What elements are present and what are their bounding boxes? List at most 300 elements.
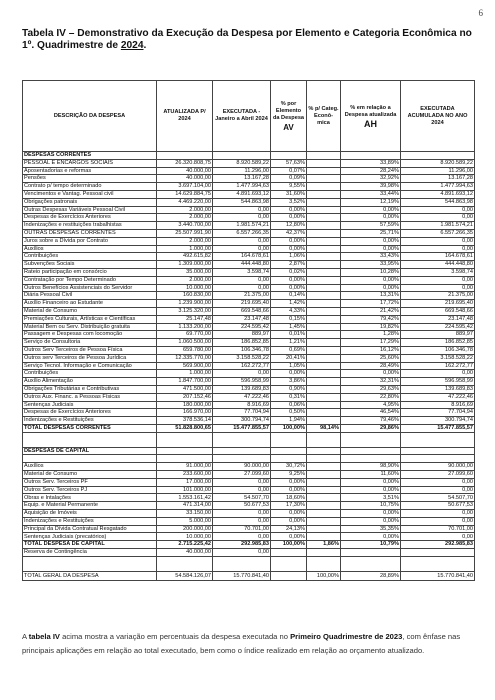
cell-pct-cat [307,214,341,222]
cell-desc: Material Bem ou Serv. Distribuição gratuita [23,323,157,331]
table-row [23,533,475,541]
table-row [23,300,475,308]
cell-atualizada: 471.500,00 [157,385,213,393]
cell-executada: 889,97 [213,331,271,339]
table-row [23,478,475,486]
page-number: 6 [478,8,483,18]
cell-desc: Subvenções Sociais [23,261,157,269]
cell-atualizada: 200.000,00 [157,525,213,533]
cell-atualizada: 12.335.770,00 [157,354,213,362]
cell-pct-elem: 31,60% [271,190,307,198]
table-row [23,315,475,323]
cell-pct-atual: 0,00% [341,533,401,541]
cell-desc: Outros serv Terceiros de Pessoa Jurídica [23,354,157,362]
cell-desc: Outros Serv. Terceiros PJ [23,486,157,494]
cell-pct-elem [271,447,307,455]
footer-text-2: acima mostra a variação em percentuais da despesa executada no [60,632,291,641]
table-row [23,214,475,222]
cell-pct-atual: 0,00% [341,206,401,214]
cell-desc: Serviço de Consultoria [23,339,157,347]
cell-atualizada: 17.000,00 [157,478,213,486]
table-row [23,339,475,347]
cell-atualizada: 233.600,00 [157,471,213,479]
cell-atualizada: 180.000,00 [157,401,213,409]
cell-pct-cat [307,549,341,557]
cell-pct-cat [307,323,341,331]
cell-pct-elem [271,571,307,581]
table-row [23,393,475,401]
cell-pct-atual: 79,42% [341,315,401,323]
cell-pct-atual: 98,90% [341,463,401,471]
cell-pct-cat [307,455,341,463]
table-row [23,401,475,409]
cell-desc: Contratação por Tempo Determinado [23,276,157,284]
cell-pct-elem: 1,21% [271,339,307,347]
cell-desc: Outros Aux. Financ. a Pessoas Físicas [23,393,157,401]
cell-executada: 0,00 [213,549,271,557]
cell-desc: TOTAL GERAL DA DESPESA [23,571,157,581]
cell-desc: Indenizações e Restituições [23,517,157,525]
cell-atualizada: 2.000,00 [157,206,213,214]
cell-pct-cat [307,417,341,425]
cell-pct-atual: 17,72% [341,300,401,308]
cell-executada: 0,00 [213,206,271,214]
table-row [23,494,475,502]
title-year: 2024 [120,40,144,51]
cell-acumulada: 106.346,78 [401,346,475,354]
cell-executada: 13.167,28 [213,175,271,183]
header-description: DESCRIÇÃO DA DESPESA [23,81,157,152]
cell-executada: 224.595,42 [213,323,271,331]
cell-pct-cat [307,533,341,541]
cell-pct-cat [307,378,341,386]
cell-executada: 669.548,66 [213,307,271,315]
cell-pct-atual: 29,63% [341,385,401,393]
cell-acumulada [401,455,475,463]
cell-desc: Outros Serv. Terceiros PF [23,478,157,486]
cell-executada: 70.701,00 [213,525,271,533]
cell-acumulada: 224.595,42 [401,323,475,331]
cell-atualizada: 3.440.700,00 [157,222,213,230]
table-row [23,486,475,494]
cell-acumulada: 90.000,00 [401,463,475,471]
cell-pct-elem: 0,00% [271,214,307,222]
cell-pct-cat [307,167,341,175]
cell-atualizada: 378.536,14 [157,417,213,425]
cell-desc: Principal da Dívida Contratual Resgatado [23,525,157,533]
cell-atualizada: 25.147,48 [157,315,213,323]
cell-pct-atual: 21,42% [341,307,401,315]
cell-executada: 11.296,00 [213,167,271,175]
cell-pct-atual: 33,44% [341,190,401,198]
cell-desc: Reserva de Contingência [23,549,157,557]
cell-pct-atual: 25,71% [341,229,401,237]
cell-pct-cat [307,152,341,160]
cell-atualizada: 4.469.220,00 [157,198,213,206]
cell-desc: Aposentadorias e reformas [23,167,157,175]
cell-pct-atual [341,152,401,160]
cell-acumulada: 0,00 [401,486,475,494]
table-row [23,517,475,525]
cell-atualizada: 3.697.104,00 [157,183,213,191]
cell-executada: 164.678,61 [213,253,271,261]
cell-pct-cat [307,276,341,284]
cell-executada: 15.770.841,40 [213,571,271,581]
header-ah: AH [364,118,377,129]
cell-desc: TOTAL DESPESAS CORRENTES [23,424,157,432]
cell-acumulada [401,432,475,447]
cell-acumulada: 15.770.841,40 [401,571,475,581]
cell-pct-atual: 0,00% [341,370,401,378]
cell-atualizada: 471.314,00 [157,502,213,510]
cell-pct-atual: 17,29% [341,339,401,347]
table-row [23,159,475,167]
cell-desc: Obrigações Tributárias e Contributivas [23,385,157,393]
table-row [23,323,475,331]
cell-pct-elem: 9,55% [271,183,307,191]
cell-pct-cat [307,517,341,525]
cell-executada: 0,00 [213,245,271,253]
cell-pct-elem: 0,15% [271,315,307,323]
cell-executada: 0,00 [213,478,271,486]
cell-pct-elem: 0,00% [271,206,307,214]
cell-pct-cat: 100,00% [307,571,341,581]
cell-desc: Despesas de Exercícios Anteriores [23,214,157,222]
table-row [23,307,475,315]
cell-atualizada: 2.000,00 [157,237,213,245]
cell-pct-atual: 28,24% [341,167,401,175]
cell-desc: Contribuições [23,253,157,261]
cell-pct-cat [307,206,341,214]
cell-pct-elem: 0,00% [271,486,307,494]
cell-desc: Outras Despesas Variáveis Pessoal Civil [23,206,157,214]
cell-pct-atual: 0,00% [341,478,401,486]
cell-pct-cat [307,190,341,198]
cell-pct-elem: 0,00% [271,237,307,245]
cell-acumulada: 8.920.589,22 [401,159,475,167]
cell-desc: Sentenças Judiciais [23,401,157,409]
cell-executada: 0,00 [213,486,271,494]
cell-acumulada [401,549,475,557]
cell-atualizada: 3.125.320,00 [157,307,213,315]
cell-atualizada: 166.970,00 [157,409,213,417]
header-atualizada: ATUALIZADA P/ 2024 [157,81,213,152]
cell-pct-elem: 0,01% [271,331,307,339]
cell-pct-elem: 100,00% [271,424,307,432]
cell-pct-cat [307,159,341,167]
cell-pct-cat [307,502,341,510]
cell-pct-elem: 0,00% [271,510,307,518]
cell-pct-atual: 10,75% [341,502,401,510]
table-row [23,284,475,292]
cell-acumulada [401,556,475,571]
cell-pct-cat [307,510,341,518]
table-title [22,28,478,52]
cell-desc: DESPESAS DE CAPITAL [23,447,157,455]
cell-atualizada: 492.615,82 [157,253,213,261]
cell-executada: 0,00 [213,276,271,284]
table-row [23,198,475,206]
total-row [23,571,475,581]
cell-pct-elem: 24,13% [271,525,307,533]
cell-atualizada [157,447,213,455]
cell-atualizada: 1.553.161,42 [157,494,213,502]
cell-pct-atual: 0,00% [341,510,401,518]
cell-acumulada: 0,00 [401,478,475,486]
cell-pct-elem: 0,07% [271,167,307,175]
cell-pct-elem: 30,72% [271,463,307,471]
cell-pct-elem: 42,37% [271,229,307,237]
cell-pct-cat [307,362,341,370]
cell-pct-atual: 10,28% [341,268,401,276]
cell-pct-elem: 0,00% [271,370,307,378]
table-row [23,346,475,354]
table-row [23,268,475,276]
cell-executada: 0,00 [213,533,271,541]
cell-pct-elem [271,432,307,447]
cell-pct-elem [271,152,307,160]
cell-pct-atual: 12,19% [341,198,401,206]
cell-executada: 54.507,70 [213,494,271,502]
cell-pct-elem: 0,00% [271,276,307,284]
cell-atualizada: 659.780,00 [157,346,213,354]
table-header-row [23,81,475,152]
cell-pct-elem: 1,94% [271,417,307,425]
cell-pct-cat: 1,86% [307,541,341,549]
cell-pct-elem: 0,00% [271,284,307,292]
cell-atualizada: 1.309.000,00 [157,261,213,269]
cell-executada [213,447,271,455]
section-header-row [23,152,475,160]
cell-executada: 139.689,83 [213,385,271,393]
cell-desc: Auxílio Alimentação [23,378,157,386]
cell-pct-atual [341,549,401,557]
cell-pct-elem: 1,42% [271,300,307,308]
header-pct-categoria: % p/ Categ. Econô-mica [307,81,341,152]
footer-text-1: A [22,632,29,641]
cell-desc: Outros Serv Terceiros de Pessoa Física [23,346,157,354]
cell-atualizada: 69.770,00 [157,331,213,339]
cell-pct-elem [271,556,307,571]
cell-atualizada: 40.000,00 [157,167,213,175]
cell-pct-cat [307,463,341,471]
cell-pct-cat [307,354,341,362]
cell-acumulada: 0,00 [401,237,475,245]
cell-pct-atual: 39,98% [341,183,401,191]
table-row [23,167,475,175]
cell-pct-elem: 100,00% [271,541,307,549]
cell-pct-elem: 3,52% [271,198,307,206]
cell-pct-atual: 3,51% [341,494,401,502]
cell-atualizada: 569.900,00 [157,362,213,370]
cell-executada: 21.375,00 [213,292,271,300]
table-row [23,276,475,284]
cell-atualizada: 51.828.800,65 [157,424,213,432]
cell-desc [23,455,157,463]
cell-desc: Auxílios [23,463,157,471]
cell-pct-atual: 79,46% [341,417,401,425]
table-row [23,222,475,230]
table-row [23,370,475,378]
cell-pct-cat [307,284,341,292]
cell-atualizada: 1.060.500,00 [157,339,213,347]
cell-executada: 3.598,74 [213,268,271,276]
table-row [23,253,475,261]
cell-pct-cat [307,307,341,315]
cell-pct-elem: 0,06% [271,401,307,409]
cell-pct-elem [271,455,307,463]
table-row [23,261,475,269]
cell-pct-cat [307,237,341,245]
cell-desc [23,556,157,571]
cell-pct-atual: 32,92% [341,175,401,183]
table-row [23,292,475,300]
cell-pct-elem: 0,02% [271,268,307,276]
cell-desc: Material de Consumo [23,307,157,315]
table-row [23,362,475,370]
cell-executada: 0,00 [213,214,271,222]
cell-executada: 0,00 [213,237,271,245]
cell-atualizada: 2.715.225,42 [157,541,213,549]
spacer-row [23,432,475,447]
cell-pct-elem: 2,87% [271,261,307,269]
cell-acumulada: 70.701,00 [401,525,475,533]
cell-atualizada: 2.000,00 [157,214,213,222]
header-pct-elemento [271,81,307,152]
cell-atualizada: 25.507.991,90 [157,229,213,237]
cell-pct-elem: 0,00% [271,533,307,541]
cell-atualizada: 160.830,00 [157,292,213,300]
title-suffix: . [143,40,147,51]
cell-executada: 77.704,94 [213,409,271,417]
cell-acumulada: 21.375,00 [401,292,475,300]
cell-pct-cat [307,331,341,339]
cell-atualizada: 14.629.884,75 [157,190,213,198]
cell-pct-elem: 9,25% [271,471,307,479]
cell-desc: Premiações Culturais, Artísticas e Científicas [23,315,157,323]
cell-atualizada: 10.000,00 [157,533,213,541]
cell-executada: 444.448,80 [213,261,271,269]
cell-acumulada: 0,00 [401,517,475,525]
cell-executada: 0,00 [213,517,271,525]
cell-pct-cat [307,525,341,533]
spacer-row [23,556,475,571]
cell-executada: 300.794,74 [213,417,271,425]
cell-pct-elem: 20,41% [271,354,307,362]
cell-acumulada: 669.548,66 [401,307,475,315]
cell-desc: Juros sobre a Dívida por Contrato [23,237,157,245]
cell-pct-elem: 57,63% [271,159,307,167]
cell-executada: 0,00 [213,284,271,292]
cell-executada: 3.158.528,22 [213,354,271,362]
cell-acumulada: 219.695,40 [401,300,475,308]
cell-desc: Diária Pessoal Civil [23,292,157,300]
cell-desc: DESPESAS CORRENTES [23,152,157,160]
cell-atualizada: 35.000,00 [157,268,213,276]
cell-acumulada: 544.863,98 [401,198,475,206]
table-row [23,378,475,386]
cell-pct-atual: 0,00% [341,214,401,222]
cell-executada: 1.981.574,21 [213,222,271,230]
cell-executada: 186.852,85 [213,339,271,347]
cell-pct-atual: 28,89% [341,571,401,581]
header-executada: EXECUTADA - Janeiro a Abril 2024 [213,81,271,152]
cell-acumulada: 27.099,60 [401,471,475,479]
title-prefix: Tabela IV – Demonstrativo da Execução da Despesa por Elemento e Categoria Econômica no 1º. Quadrimestre de [22,28,472,51]
cell-desc: Serviço Tecnol. Informação e Comunicação [23,362,157,370]
cell-executada: 15.477.855,57 [213,424,271,432]
cell-pct-elem [271,549,307,557]
cell-desc: Sentenças Judiciais (precatórios) [23,533,157,541]
header-av: AV [283,123,294,132]
cell-executada: 292.985,83 [213,541,271,549]
cell-desc: TOTAL DESPESA DE CAPITAL [23,541,157,549]
cell-acumulada: 162.272,77 [401,362,475,370]
cell-pct-cat [307,447,341,455]
cell-acumulada: 4.891.693,12 [401,190,475,198]
cell-pct-cat [307,385,341,393]
cell-executada: 90.000,00 [213,463,271,471]
cell-atualizada: 40.000,00 [157,175,213,183]
cell-pct-elem: 0,50% [271,409,307,417]
cell-acumulada: 186.852,85 [401,339,475,347]
cell-pct-cat [307,300,341,308]
cell-pct-cat [307,253,341,261]
table-row [23,409,475,417]
cell-acumulada: 596.958,99 [401,378,475,386]
expense-table [22,80,475,581]
table-row [23,183,475,191]
table-body [23,152,475,581]
cell-pct-atual: 22,80% [341,393,401,401]
cell-atualizada: 1.847.700,00 [157,378,213,386]
cell-pct-cat: 98,14% [307,424,341,432]
cell-pct-elem: 0,14% [271,292,307,300]
cell-desc: Outros Benefícios Assistenciais do Servidor [23,284,157,292]
table-row [23,331,475,339]
spacer-row [23,455,475,463]
cell-pct-cat [307,261,341,269]
cell-pct-atual: 29,86% [341,424,401,432]
cell-atualizada [157,556,213,571]
header-pct-atualizada [341,81,401,152]
cell-atualizada: 91.000,00 [157,463,213,471]
cell-acumulada: 8.916,69 [401,401,475,409]
cell-acumulada: 444.448,80 [401,261,475,269]
table-row [23,502,475,510]
cell-pct-cat [307,393,341,401]
cell-desc: Passagem e Despesas com locomoção [23,331,157,339]
cell-atualizada: 2.000,00 [157,276,213,284]
cell-acumulada: 0,00 [401,284,475,292]
cell-acumulada: 77.704,94 [401,409,475,417]
table-row [23,175,475,183]
cell-pct-atual: 4,95% [341,401,401,409]
cell-desc [23,432,157,447]
cell-atualizada [157,455,213,463]
cell-acumulada: 164.678,61 [401,253,475,261]
cell-pct-atual: 35,35% [341,525,401,533]
table-row [23,385,475,393]
cell-acumulada: 1.981.574,21 [401,222,475,230]
cell-desc: Auxílios [23,245,157,253]
cell-atualizada: 10.000,00 [157,284,213,292]
cell-pct-elem: 1,05% [271,362,307,370]
cell-pct-elem: 4,33% [271,307,307,315]
cell-pct-atual: 11,60% [341,471,401,479]
cell-atualizada [157,432,213,447]
cell-atualizada: 26.320.808,75 [157,159,213,167]
